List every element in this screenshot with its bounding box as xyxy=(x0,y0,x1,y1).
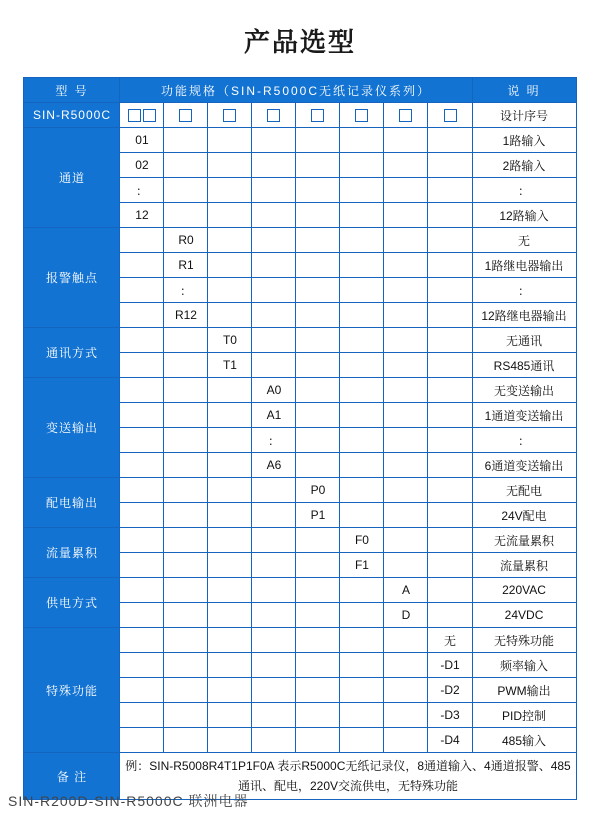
empty-cell xyxy=(340,678,384,703)
empty-cell xyxy=(384,528,428,553)
empty-cell xyxy=(120,453,164,478)
option-desc: 无流量累积 xyxy=(472,528,576,553)
option-desc: 12路输入 xyxy=(472,203,576,228)
empty-cell xyxy=(120,553,164,578)
empty-cell xyxy=(208,253,252,278)
empty-cell xyxy=(208,728,252,753)
empty-cell xyxy=(384,478,428,503)
header-model: 型 号 xyxy=(24,78,120,103)
empty-cell xyxy=(428,528,472,553)
option-code: 12 xyxy=(120,203,164,228)
option-code: F1 xyxy=(340,553,384,578)
empty-cell xyxy=(428,603,472,628)
option-desc: 流量累积 xyxy=(472,553,576,578)
empty-cell xyxy=(384,203,428,228)
option-desc: 2路输入 xyxy=(472,153,576,178)
empty-cell xyxy=(296,128,340,153)
model-box xyxy=(340,103,384,128)
empty-cell xyxy=(164,678,208,703)
empty-cell xyxy=(164,578,208,603)
empty-cell xyxy=(164,703,208,728)
empty-cell xyxy=(164,353,208,378)
empty-cell xyxy=(428,403,472,428)
empty-cell xyxy=(428,303,472,328)
model-box-group xyxy=(120,103,164,128)
table-header-row xyxy=(24,78,576,103)
checkbox-square[interactable] xyxy=(399,109,412,122)
empty-cell xyxy=(252,353,296,378)
empty-cell xyxy=(296,728,340,753)
empty-cell xyxy=(252,678,296,703)
empty-cell xyxy=(428,353,472,378)
empty-cell xyxy=(296,453,340,478)
checkbox-square[interactable] xyxy=(444,109,457,122)
empty-cell xyxy=(384,628,428,653)
option-code: -D3 xyxy=(428,703,472,728)
empty-cell xyxy=(340,353,384,378)
option-code: A0 xyxy=(252,378,296,403)
empty-cell xyxy=(208,403,252,428)
option-code: -D1 xyxy=(428,653,472,678)
empty-cell xyxy=(428,478,472,503)
empty-cell xyxy=(340,603,384,628)
empty-cell xyxy=(252,503,296,528)
empty-cell xyxy=(296,228,340,253)
option-desc: 频率输入 xyxy=(472,653,576,678)
checkbox-square[interactable] xyxy=(223,109,236,122)
option-code: ： xyxy=(164,278,208,303)
empty-cell xyxy=(208,178,252,203)
empty-cell xyxy=(120,528,164,553)
empty-cell xyxy=(208,303,252,328)
empty-cell xyxy=(252,728,296,753)
empty-cell xyxy=(164,403,208,428)
empty-cell xyxy=(164,728,208,753)
empty-cell xyxy=(296,703,340,728)
empty-cell xyxy=(164,178,208,203)
empty-cell xyxy=(164,503,208,528)
model-box xyxy=(384,103,428,128)
empty-cell xyxy=(340,153,384,178)
header-desc: 说 明 xyxy=(472,78,576,103)
group-label-0: 通道 xyxy=(24,128,120,228)
empty-cell xyxy=(208,678,252,703)
empty-cell xyxy=(208,278,252,303)
group-label-2: 通讯方式 xyxy=(24,328,120,378)
table-row xyxy=(24,128,576,153)
group-label-7: 特殊功能 xyxy=(24,628,120,753)
empty-cell xyxy=(120,228,164,253)
empty-cell xyxy=(340,403,384,428)
group-label-1: 报警触点 xyxy=(24,228,120,328)
option-code: P1 xyxy=(296,503,340,528)
empty-cell xyxy=(252,278,296,303)
empty-cell xyxy=(296,353,340,378)
empty-cell xyxy=(120,653,164,678)
option-desc: ： xyxy=(472,428,576,453)
empty-cell xyxy=(340,503,384,528)
empty-cell xyxy=(340,578,384,603)
empty-cell xyxy=(252,303,296,328)
option-desc: RS485通讯 xyxy=(472,353,576,378)
option-desc: 无通讯 xyxy=(472,328,576,353)
empty-cell xyxy=(428,278,472,303)
empty-cell xyxy=(340,303,384,328)
group-label-5: 流量累积 xyxy=(24,528,120,578)
empty-cell xyxy=(296,378,340,403)
empty-cell xyxy=(252,203,296,228)
empty-cell xyxy=(208,603,252,628)
empty-cell xyxy=(208,628,252,653)
checkbox-square[interactable] xyxy=(311,109,324,122)
empty-cell xyxy=(208,703,252,728)
empty-cell xyxy=(428,578,472,603)
empty-cell xyxy=(296,428,340,453)
checkbox-square[interactable] xyxy=(143,109,156,122)
option-desc: 1通道变送输出 xyxy=(472,403,576,428)
empty-cell xyxy=(120,378,164,403)
empty-cell xyxy=(340,628,384,653)
empty-cell xyxy=(340,228,384,253)
empty-cell xyxy=(296,403,340,428)
option-desc: 1路继电器输出 xyxy=(472,253,576,278)
empty-cell xyxy=(340,478,384,503)
empty-cell xyxy=(384,703,428,728)
empty-cell xyxy=(120,503,164,528)
empty-cell xyxy=(428,228,472,253)
option-code: R0 xyxy=(164,228,208,253)
empty-cell xyxy=(208,228,252,253)
empty-cell xyxy=(164,478,208,503)
group-label-4: 配电输出 xyxy=(24,478,120,528)
option-code: -D4 xyxy=(428,728,472,753)
empty-cell xyxy=(340,253,384,278)
empty-cell xyxy=(120,728,164,753)
option-code: ： xyxy=(120,178,164,203)
model-row xyxy=(24,103,576,128)
option-code: 01 xyxy=(120,128,164,153)
empty-cell xyxy=(164,528,208,553)
option-code: R1 xyxy=(164,253,208,278)
empty-cell xyxy=(340,428,384,453)
footer-caption: SIN-R200D-SIN-R5000C 联洲电器 xyxy=(8,793,249,809)
empty-cell xyxy=(296,678,340,703)
checkbox-square[interactable] xyxy=(355,109,368,122)
model-box xyxy=(252,103,296,128)
empty-cell xyxy=(296,628,340,653)
empty-cell xyxy=(428,253,472,278)
empty-cell xyxy=(384,403,428,428)
empty-cell xyxy=(208,203,252,228)
option-desc: 12路继电器输出 xyxy=(472,303,576,328)
option-desc: 24V配电 xyxy=(472,503,576,528)
checkbox-square[interactable] xyxy=(267,109,280,122)
empty-cell xyxy=(252,628,296,653)
empty-cell xyxy=(208,653,252,678)
empty-cell xyxy=(120,253,164,278)
empty-cell xyxy=(384,453,428,478)
empty-cell xyxy=(384,428,428,453)
option-code: A xyxy=(384,578,428,603)
empty-cell xyxy=(296,603,340,628)
empty-cell xyxy=(252,653,296,678)
option-code: P0 xyxy=(296,478,340,503)
option-desc: ： xyxy=(472,178,576,203)
table-row xyxy=(24,578,576,603)
empty-cell xyxy=(296,303,340,328)
empty-cell xyxy=(384,153,428,178)
empty-cell xyxy=(340,278,384,303)
empty-cell xyxy=(340,703,384,728)
empty-cell xyxy=(208,153,252,178)
empty-cell xyxy=(208,578,252,603)
empty-cell xyxy=(340,128,384,153)
empty-cell xyxy=(384,378,428,403)
empty-cell xyxy=(252,578,296,603)
empty-cell xyxy=(296,253,340,278)
empty-cell xyxy=(296,178,340,203)
option-code: 无 xyxy=(428,628,472,653)
option-desc: ： xyxy=(472,278,576,303)
empty-cell xyxy=(208,553,252,578)
empty-cell xyxy=(164,328,208,353)
empty-cell xyxy=(428,378,472,403)
empty-cell xyxy=(164,628,208,653)
empty-cell xyxy=(384,553,428,578)
model-box xyxy=(208,103,252,128)
option-desc: 1路输入 xyxy=(472,128,576,153)
empty-cell xyxy=(340,378,384,403)
option-code: A1 xyxy=(252,403,296,428)
empty-cell xyxy=(384,253,428,278)
empty-cell xyxy=(164,153,208,178)
table-row xyxy=(24,378,576,403)
option-desc: 24VDC xyxy=(472,603,576,628)
group-label-3: 变送输出 xyxy=(24,378,120,478)
empty-cell xyxy=(252,478,296,503)
empty-cell xyxy=(340,203,384,228)
option-desc: PID控制 xyxy=(472,703,576,728)
empty-cell xyxy=(340,178,384,203)
table-row xyxy=(24,528,576,553)
model-box xyxy=(296,103,340,128)
option-desc: 无配电 xyxy=(472,478,576,503)
empty-cell xyxy=(296,278,340,303)
option-desc: 无变送输出 xyxy=(472,378,576,403)
empty-cell xyxy=(120,703,164,728)
empty-cell xyxy=(120,403,164,428)
option-desc: 6通道变送输出 xyxy=(472,453,576,478)
model-box xyxy=(428,103,472,128)
remark-text: 例：SIN-R5008R4T1P1F0A 表示R5000C无纸记录仪，8通道输入、4通道报警、485通讯、配电，220V交流供电，无特殊功能 xyxy=(120,753,576,800)
empty-cell xyxy=(164,378,208,403)
option-code: T1 xyxy=(208,353,252,378)
empty-cell xyxy=(296,328,340,353)
table-row xyxy=(24,228,576,253)
empty-cell xyxy=(164,553,208,578)
empty-cell xyxy=(252,528,296,553)
empty-cell xyxy=(384,228,428,253)
option-desc: PWM输出 xyxy=(472,678,576,703)
table-body xyxy=(24,78,576,800)
empty-cell xyxy=(164,453,208,478)
empty-cell xyxy=(252,228,296,253)
option-code: A6 xyxy=(252,453,296,478)
empty-cell xyxy=(384,503,428,528)
empty-cell xyxy=(428,453,472,478)
model-desc: 设计序号 xyxy=(472,103,576,128)
model-box xyxy=(164,103,208,128)
empty-cell xyxy=(120,428,164,453)
empty-cell xyxy=(120,478,164,503)
empty-cell xyxy=(164,128,208,153)
header-spec: 功能规格（SIN-R5000C无纸记录仪系列） xyxy=(120,78,472,103)
empty-cell xyxy=(120,328,164,353)
empty-cell xyxy=(340,653,384,678)
empty-cell xyxy=(208,528,252,553)
empty-cell xyxy=(252,603,296,628)
empty-cell xyxy=(120,278,164,303)
empty-cell xyxy=(428,178,472,203)
empty-cell xyxy=(296,578,340,603)
empty-cell xyxy=(296,153,340,178)
table-row xyxy=(24,328,576,353)
empty-cell xyxy=(296,553,340,578)
empty-cell xyxy=(252,328,296,353)
empty-cell xyxy=(428,203,472,228)
option-code: ： xyxy=(252,428,296,453)
empty-cell xyxy=(164,603,208,628)
product-selection-table xyxy=(23,77,576,800)
empty-cell xyxy=(120,678,164,703)
empty-cell xyxy=(252,178,296,203)
empty-cell xyxy=(208,428,252,453)
empty-cell xyxy=(120,628,164,653)
empty-cell xyxy=(384,653,428,678)
empty-cell xyxy=(164,428,208,453)
empty-cell xyxy=(384,303,428,328)
empty-cell xyxy=(428,503,472,528)
checkbox-square[interactable] xyxy=(179,109,192,122)
empty-cell xyxy=(428,553,472,578)
model-label: SIN-R5000C xyxy=(24,103,120,128)
empty-cell xyxy=(428,153,472,178)
empty-cell xyxy=(120,303,164,328)
empty-cell xyxy=(340,328,384,353)
empty-cell xyxy=(384,678,428,703)
option-code: F0 xyxy=(340,528,384,553)
empty-cell xyxy=(120,353,164,378)
group-label-6: 供电方式 xyxy=(24,578,120,628)
empty-cell xyxy=(296,528,340,553)
empty-cell xyxy=(384,328,428,353)
empty-cell xyxy=(384,278,428,303)
table-row xyxy=(24,628,576,653)
empty-cell xyxy=(252,153,296,178)
remark-label: 备 注 xyxy=(24,753,120,800)
empty-cell xyxy=(164,203,208,228)
option-desc: 220VAC xyxy=(472,578,576,603)
empty-cell xyxy=(208,128,252,153)
empty-cell xyxy=(384,128,428,153)
empty-cell xyxy=(340,728,384,753)
option-code: T0 xyxy=(208,328,252,353)
empty-cell xyxy=(296,203,340,228)
option-desc: 无 xyxy=(472,228,576,253)
option-code: R12 xyxy=(164,303,208,328)
option-code: 02 xyxy=(120,153,164,178)
empty-cell xyxy=(208,478,252,503)
empty-cell xyxy=(208,378,252,403)
empty-cell xyxy=(428,428,472,453)
empty-cell xyxy=(120,603,164,628)
option-code: -D2 xyxy=(428,678,472,703)
empty-cell xyxy=(252,553,296,578)
table-row xyxy=(24,478,576,503)
empty-cell xyxy=(340,453,384,478)
empty-cell xyxy=(428,128,472,153)
empty-cell xyxy=(208,503,252,528)
empty-cell xyxy=(208,453,252,478)
option-desc: 485输入 xyxy=(472,728,576,753)
empty-cell xyxy=(296,653,340,678)
page-title: 产品选型 xyxy=(243,27,356,57)
empty-cell xyxy=(120,578,164,603)
empty-cell xyxy=(384,178,428,203)
empty-cell xyxy=(384,353,428,378)
checkbox-square[interactable] xyxy=(128,109,141,122)
empty-cell xyxy=(164,653,208,678)
empty-cell xyxy=(428,328,472,353)
empty-cell xyxy=(384,728,428,753)
empty-cell xyxy=(252,703,296,728)
empty-cell xyxy=(252,128,296,153)
option-code: D xyxy=(384,603,428,628)
empty-cell xyxy=(252,253,296,278)
option-desc: 无特殊功能 xyxy=(472,628,576,653)
